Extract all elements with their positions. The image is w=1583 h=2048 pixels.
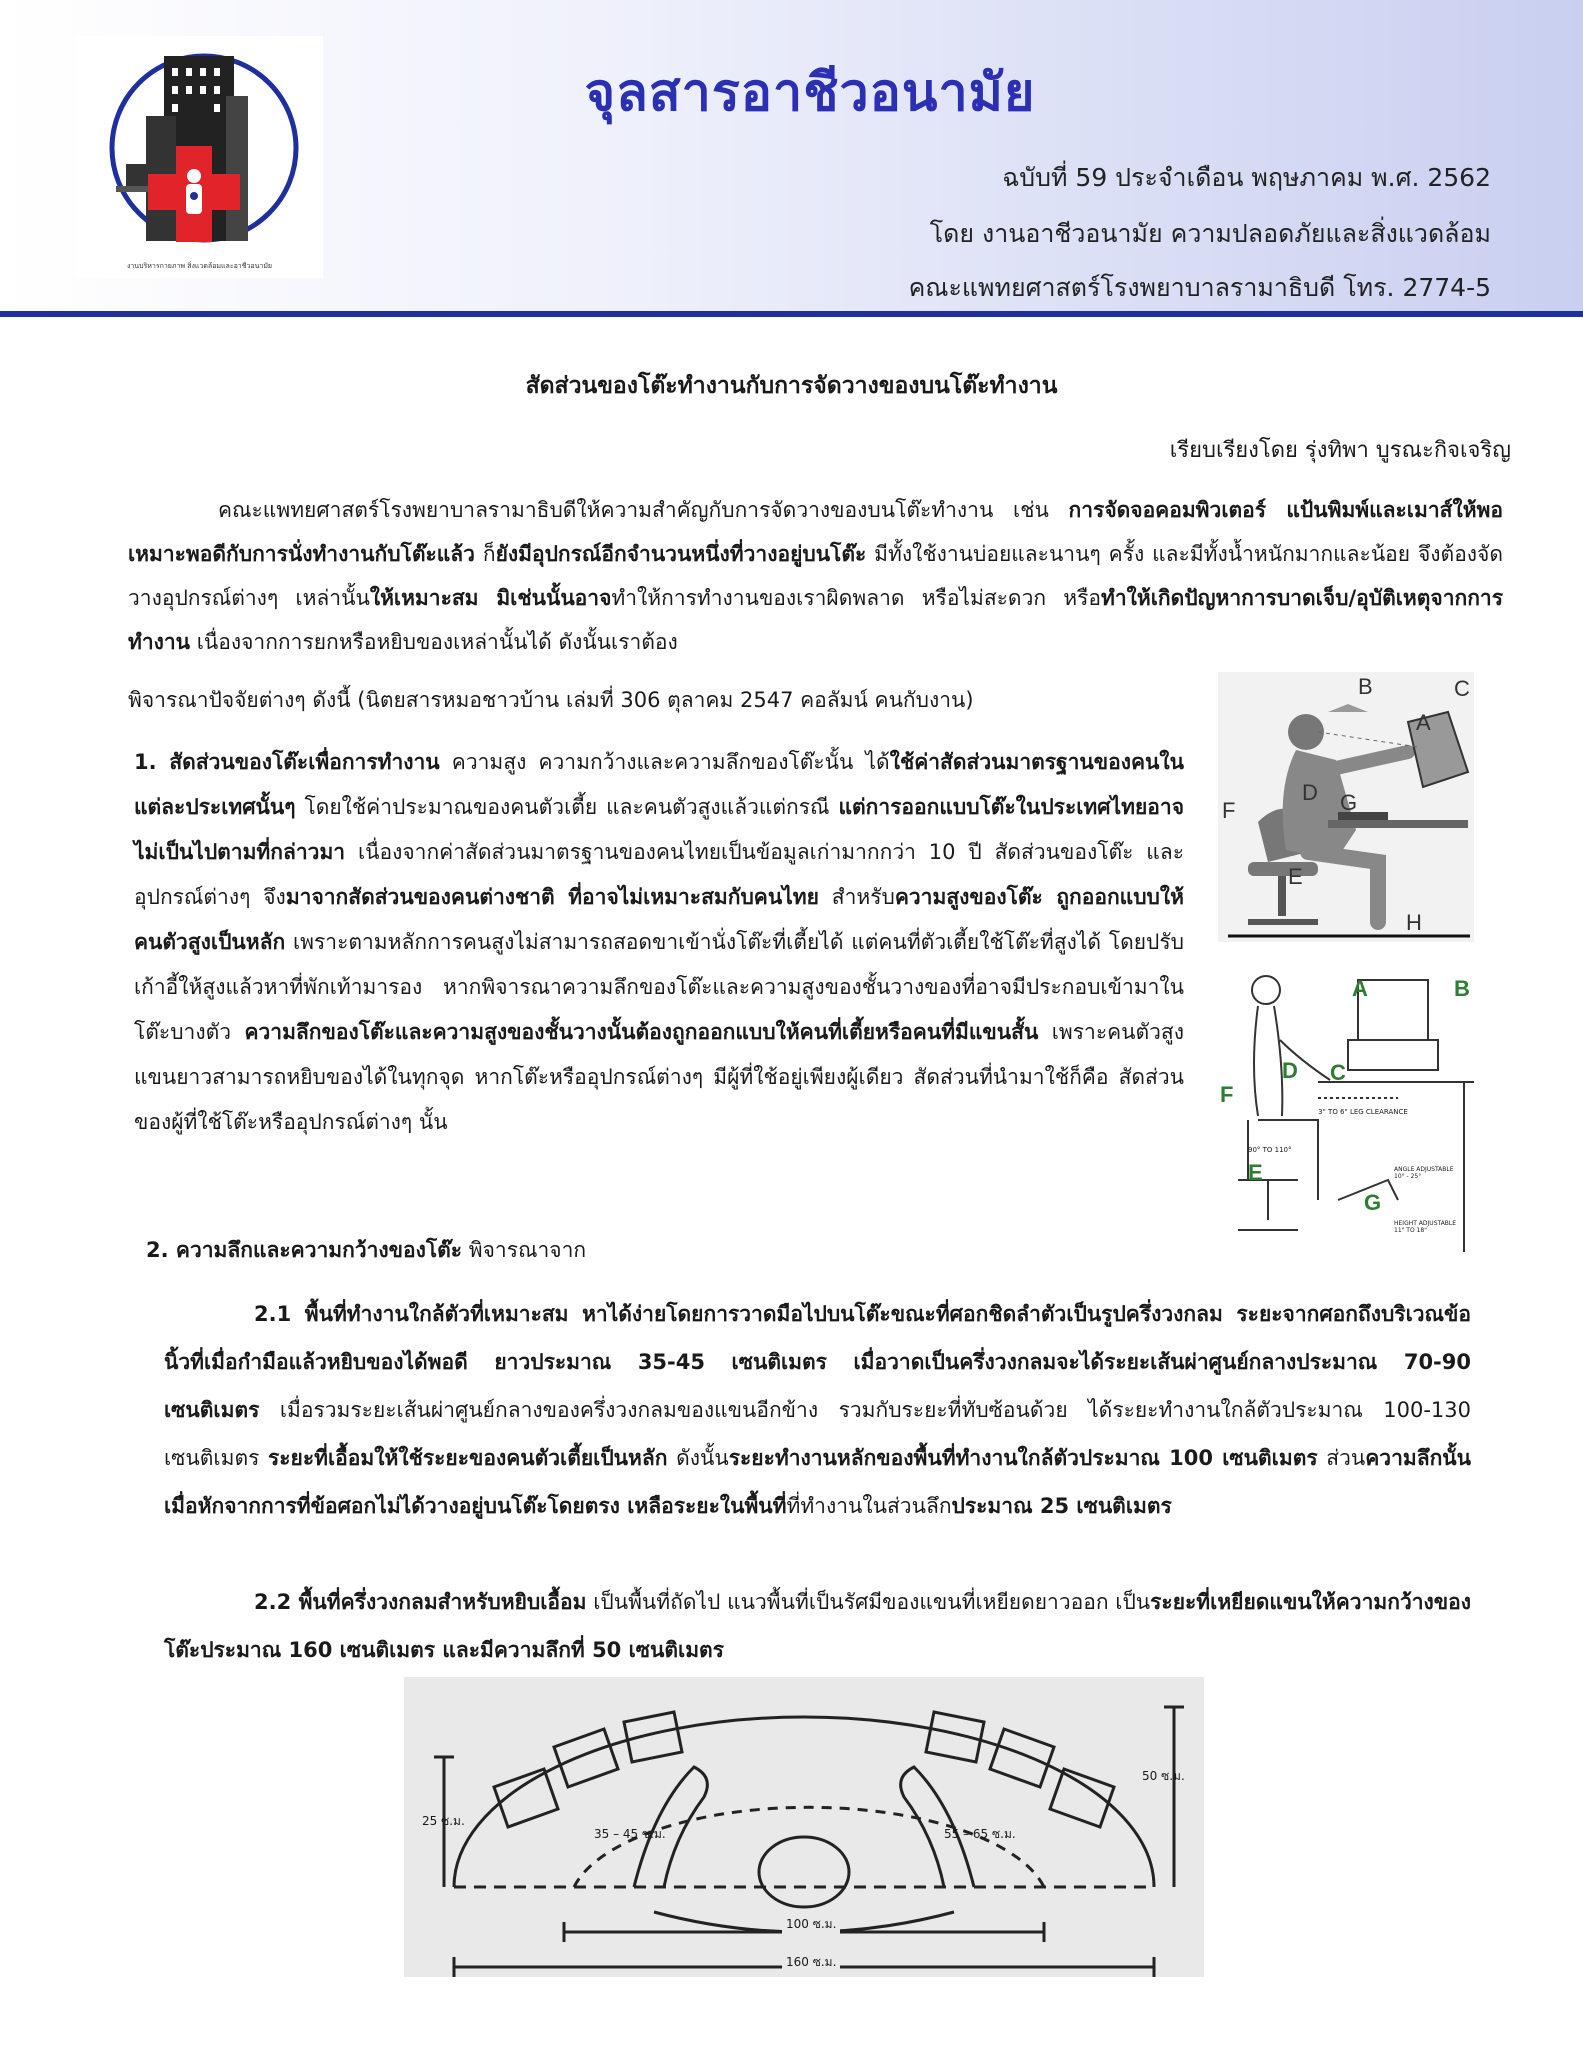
faculty-contact-line: คณะแพทยศาสตร์โรงพยาบาลรามาธิบดี โทร. 2774-5 xyxy=(908,273,1491,302)
intro-paragraph xyxy=(128,488,1503,664)
publication-title: จุลสารอาชีวอนามัย xyxy=(584,63,1036,123)
section-2-1-bold-5: ประมาณ 25 เซนติเมตร xyxy=(951,1494,1172,1518)
intro-bold-1: การจัดจอคอมพิวเตอร์ แป้นพิมพ์และเมาส์ให้พอเหมาะพอดีกับการนั่งทำงานกับโต๊ะแล้ว xyxy=(128,498,1503,566)
logo-caption: งานบริหารกายภาพ สิ่งแวดล้อมและอาชีวอนามัย xyxy=(126,262,273,270)
section-2-2-text-1: เป็นพื้นที่ถัดไป แนวพื้นที่เป็นรัศมีของแขนที่เหยียดยาวออก เป็น xyxy=(586,1590,1151,1614)
section-2-2-bold-2: ระยะที่เหยียดแขนให้ความกว้างของโต๊ะประมาณ 160 เซนติเมตร และมีความลึกที่ 50 เซนติเมตร xyxy=(164,1590,1472,1662)
section-1-bold-1: ใช้ค่าสัดส่วนมาตรฐานของคนในแต่ละประเทศนั้นๆ xyxy=(134,750,1184,819)
article-author: เรียบเรียงโดย รุ่งทิพา บูรณะกิจเจริญ xyxy=(1169,438,1511,463)
section-2-heading-tail: พิจารณาจาก xyxy=(462,1238,587,1262)
article-title: สัดส่วนของโต๊ะทำงานกับการจัดวางของบนโต๊ะทำงาน xyxy=(525,373,1058,399)
section-2-1-text-4: ที่ทำงานในส่วนลึก xyxy=(786,1494,952,1518)
section-2-1-paragraph xyxy=(164,1290,1471,1530)
ergonomic-label-d: D xyxy=(1282,1058,1298,1083)
header-divider xyxy=(0,311,1583,317)
leg-clearance-note: 3" TO 6" LEG CLEARANCE xyxy=(1318,1108,1408,1116)
section-1-heading: 1. สัดส่วนของโต๊ะเพื่อการทำงาน xyxy=(134,750,440,774)
intro-text-2: ก็ xyxy=(474,542,496,566)
intro-source-line: พิจารณาปัจจัยต่างๆ ดังนี้ (นิตยสารหมอชาวบ้าน เล่มที่ 306 ตุลาคม 2547 คอลัมน์ คนกับงาน) xyxy=(128,688,974,712)
section-2-1-bold-1: 2.1 พื้นที่ทำงานใกล้ตัวที่เหมาะสม หาได้ง่ายโดยการวาดมือไปบนโต๊ะขณะที่ศอกชิดลำตัวเป็นรูปครึ่งวงกลม ระยะจากศอกถึงบริเวณข้อนิ้วที่เมื่อกำมือแล้วหยิบของได้พอดี ยาวประมาณ 35-45 เซนติเมตร เมื่อวาดเป็นครึ่งวงกลมจะได้ระยะเส้นผ่าศูนย์กลางประมาณ 70-90 เซนติเมตร xyxy=(164,1302,1471,1422)
reach-area-figure xyxy=(404,1677,1204,1977)
dimension-55-65cm: 55 – 65 ซ.ม. xyxy=(944,1827,1016,1841)
section-2-1-bold-2: ระยะที่เอื้อมให้ใช้ระยะของคนตัวเตี้ยเป็นหลัก xyxy=(268,1446,668,1470)
workstation-label-f: F xyxy=(1222,798,1236,823)
footrest-height-note: HEIGHT ADJUSTABLE 11" TO 18" xyxy=(1394,1220,1457,1234)
ergonomic-label-a: A xyxy=(1352,976,1368,1001)
organization-logo xyxy=(76,36,323,278)
section-2-1-text-3: ส่วน xyxy=(1317,1446,1366,1470)
intro-text-5: เนื่องจากการยกหรือหยิบของเหล่านั้นได้ ดังนั้นเราต้อง xyxy=(190,630,678,654)
intro-text-4: ทำให้การทำงานของเราผิดพลาด หรือไม่สะดวก หรือ xyxy=(611,586,1102,610)
workstation-label-c: C xyxy=(1454,676,1470,701)
workstation-posture-figure xyxy=(1218,672,1474,942)
ergonomic-label-g: G xyxy=(1364,1190,1382,1215)
section-1-text-2: โดยใช้ค่าประมาณของคนตัวเตี้ย และคนตัวสูงแล้วแต่กรณี xyxy=(295,795,839,819)
dimension-100cm: 100 ซ.ม. xyxy=(782,1915,840,1934)
section-1-text-5: เพราะตามหลักการคนสูงไม่สามารถสอดขาเข้านั่งโต๊ะที่เตี้ยได้ แต่คนที่ตัวเตี้ยใช้โต๊ะที่สูงได้ โดยปรับเก้าอี้ให้สูงแล้วหาที่พักเท้ามารอง หากพิจารณาความลึกของโต๊ะและความสูงของชั้นวางของที่อาจมีประกอบเข้ามาในโต๊ะบางตัว xyxy=(134,930,1184,1044)
section-1-bold-5: ความลึกของโต๊ะและความสูงของชั้นวางนั้นต้องถูกออกแบบให้คนที่เตี้ยหรือคนที่มีแขนสั้น xyxy=(244,1020,1039,1044)
ergonomic-label-b: B xyxy=(1454,976,1470,1001)
section-2-1-bold-3: ระยะทำงานหลักของพื้นที่ทำงานใกล้ตัวประมาณ 100 เซนติเมตร xyxy=(728,1446,1318,1470)
workstation-label-d: D xyxy=(1302,780,1318,805)
section-1-bold-2: แต่การออกแบบโต๊ะในประเทศไทยอาจไม่เป็นไปตามที่กล่าวมา xyxy=(134,795,1184,864)
section-2-heading: 2. ความลึกและความกว้างของโต๊ะ xyxy=(146,1238,463,1262)
issue-line: ฉบับที่ 59 ประจำเดือน พฤษภาคม พ.ศ. 2562 xyxy=(1002,163,1491,192)
section-1-bold-3: มาจากสัดส่วนของคนต่างชาติ ที่อาจไม่เหมาะสมกับคนไทย xyxy=(285,885,819,909)
section-1-text-1: ความสูง ความกว้างและความลึกของโต๊ะนั้น ได้ xyxy=(439,750,890,774)
dimension-160cm: 160 ซ.ม. xyxy=(782,1953,840,1972)
dimension-50cm: 50 ซ.ม. xyxy=(1142,1769,1185,1783)
section-1-bold-4: ความสูงของโต๊ะ ถูกออกแบบให้คนตัวสูงเป็นหลัก xyxy=(134,885,1184,954)
section-1-text-3: เนื่องจากค่าสัดส่วนมาตรฐานของคนไทยเป็นข้อมูลเก่ามากกว่า 10 ปี สัดส่วนของโต๊ะ และอุปกรณ์ต่างๆ จึง xyxy=(134,840,1184,909)
section-2-1-text-1: เมื่อรวมระยะเส้นผ่าศูนย์กลางของครึ่งวงกลมของแขนอีกข้าง รวมกับระยะที่ทับซ้อนด้วย ได้ระยะทำงานใกล้ตัวประมาณ 100-130 เซนติเมตร xyxy=(164,1398,1471,1470)
workstation-label-b: B xyxy=(1358,674,1373,699)
section-2-heading-line xyxy=(146,1228,1146,1272)
section-1-text-4: สำหรับ xyxy=(818,885,895,909)
intro-bold-2: ยังมีอุปกรณ์อีกจำนวนหนึ่งที่วางอยู่บนโต๊ะ xyxy=(495,542,867,566)
intro-bold-3: ให้เหมาะสม มิเช่นนั้นอาจ xyxy=(369,586,612,610)
ergonomic-setup-figure xyxy=(1218,970,1474,1260)
workstation-label-e: E xyxy=(1288,864,1303,889)
dimension-25cm: 25 ซ.ม. xyxy=(422,1814,465,1828)
intro-text-3: มีทั้งใช้งานบ่อยและนานๆ ครั้ง และมีทั้งน้ำหนักมากและน้อย จึงต้องจัดวางอุปกรณ์ต่างๆ เหล่านั้น xyxy=(128,542,1504,610)
intro-text-1: คณะแพทยศาสตร์โรงพยาบาลรามาธิบดีให้ความสำคัญกับการจัดวางของบนโต๊ะทำงาน เช่น xyxy=(218,498,1069,522)
logo-graphic xyxy=(76,36,323,278)
workstation-label-a: A xyxy=(1416,710,1431,735)
section-1-paragraph xyxy=(134,740,1184,1145)
workstation-label-g: G xyxy=(1340,790,1358,815)
ergonomic-label-e: E xyxy=(1248,1160,1263,1185)
seat-angle-note: 90° TO 110° xyxy=(1248,1146,1292,1154)
ergonomic-label-c: C xyxy=(1330,1060,1346,1085)
ergonomic-label-f: F xyxy=(1220,1082,1234,1107)
section-2-2-bold-1: 2.2 พื้นที่ครึ่งวงกลมสำหรับหยิบเอื้อม xyxy=(254,1590,587,1614)
dimension-35-45cm: 35 – 45 ซ.ม. xyxy=(594,1827,666,1841)
footrest-angle-note: ANGLE ADJUSTABLE 10° - 25° xyxy=(1394,1166,1454,1180)
workstation-label-h: H xyxy=(1406,910,1422,935)
section-2-2-paragraph xyxy=(164,1578,1471,1674)
section-2-1-bold-4: ความลึกนั้น เมื่อหักจากการที่ข้อศอกไม่ได้วางอยู่บนโต๊ะโดยตรง เหลือระยะในพื้นที่ xyxy=(164,1446,1472,1518)
section-2-1-text-2: ดังนั้น xyxy=(667,1446,729,1470)
department-line: โดย งานอาชีวอนามัย ความปลอดภัยและสิ่งแวดล้อม xyxy=(929,219,1491,248)
intro-bold-4: ทำให้เกิดปัญหาการบาดเจ็บ/อุบัติเหตุจากการทำงาน xyxy=(128,586,1503,654)
section-1-text-6: เพราะคนตัวสูงแขนยาวสามารถหยิบของได้ในทุกจุด หากโต๊ะหรืออุปกรณ์ต่างๆ มีผู้ที่ใช้อยู่เพียงผู้เดียว สัดส่วนที่นำมาใช้ก็คือ สัดส่วนของผู้ที่ใช้โต๊ะหรืออุปกรณ์ต่างๆ นั้น xyxy=(134,1020,1184,1134)
